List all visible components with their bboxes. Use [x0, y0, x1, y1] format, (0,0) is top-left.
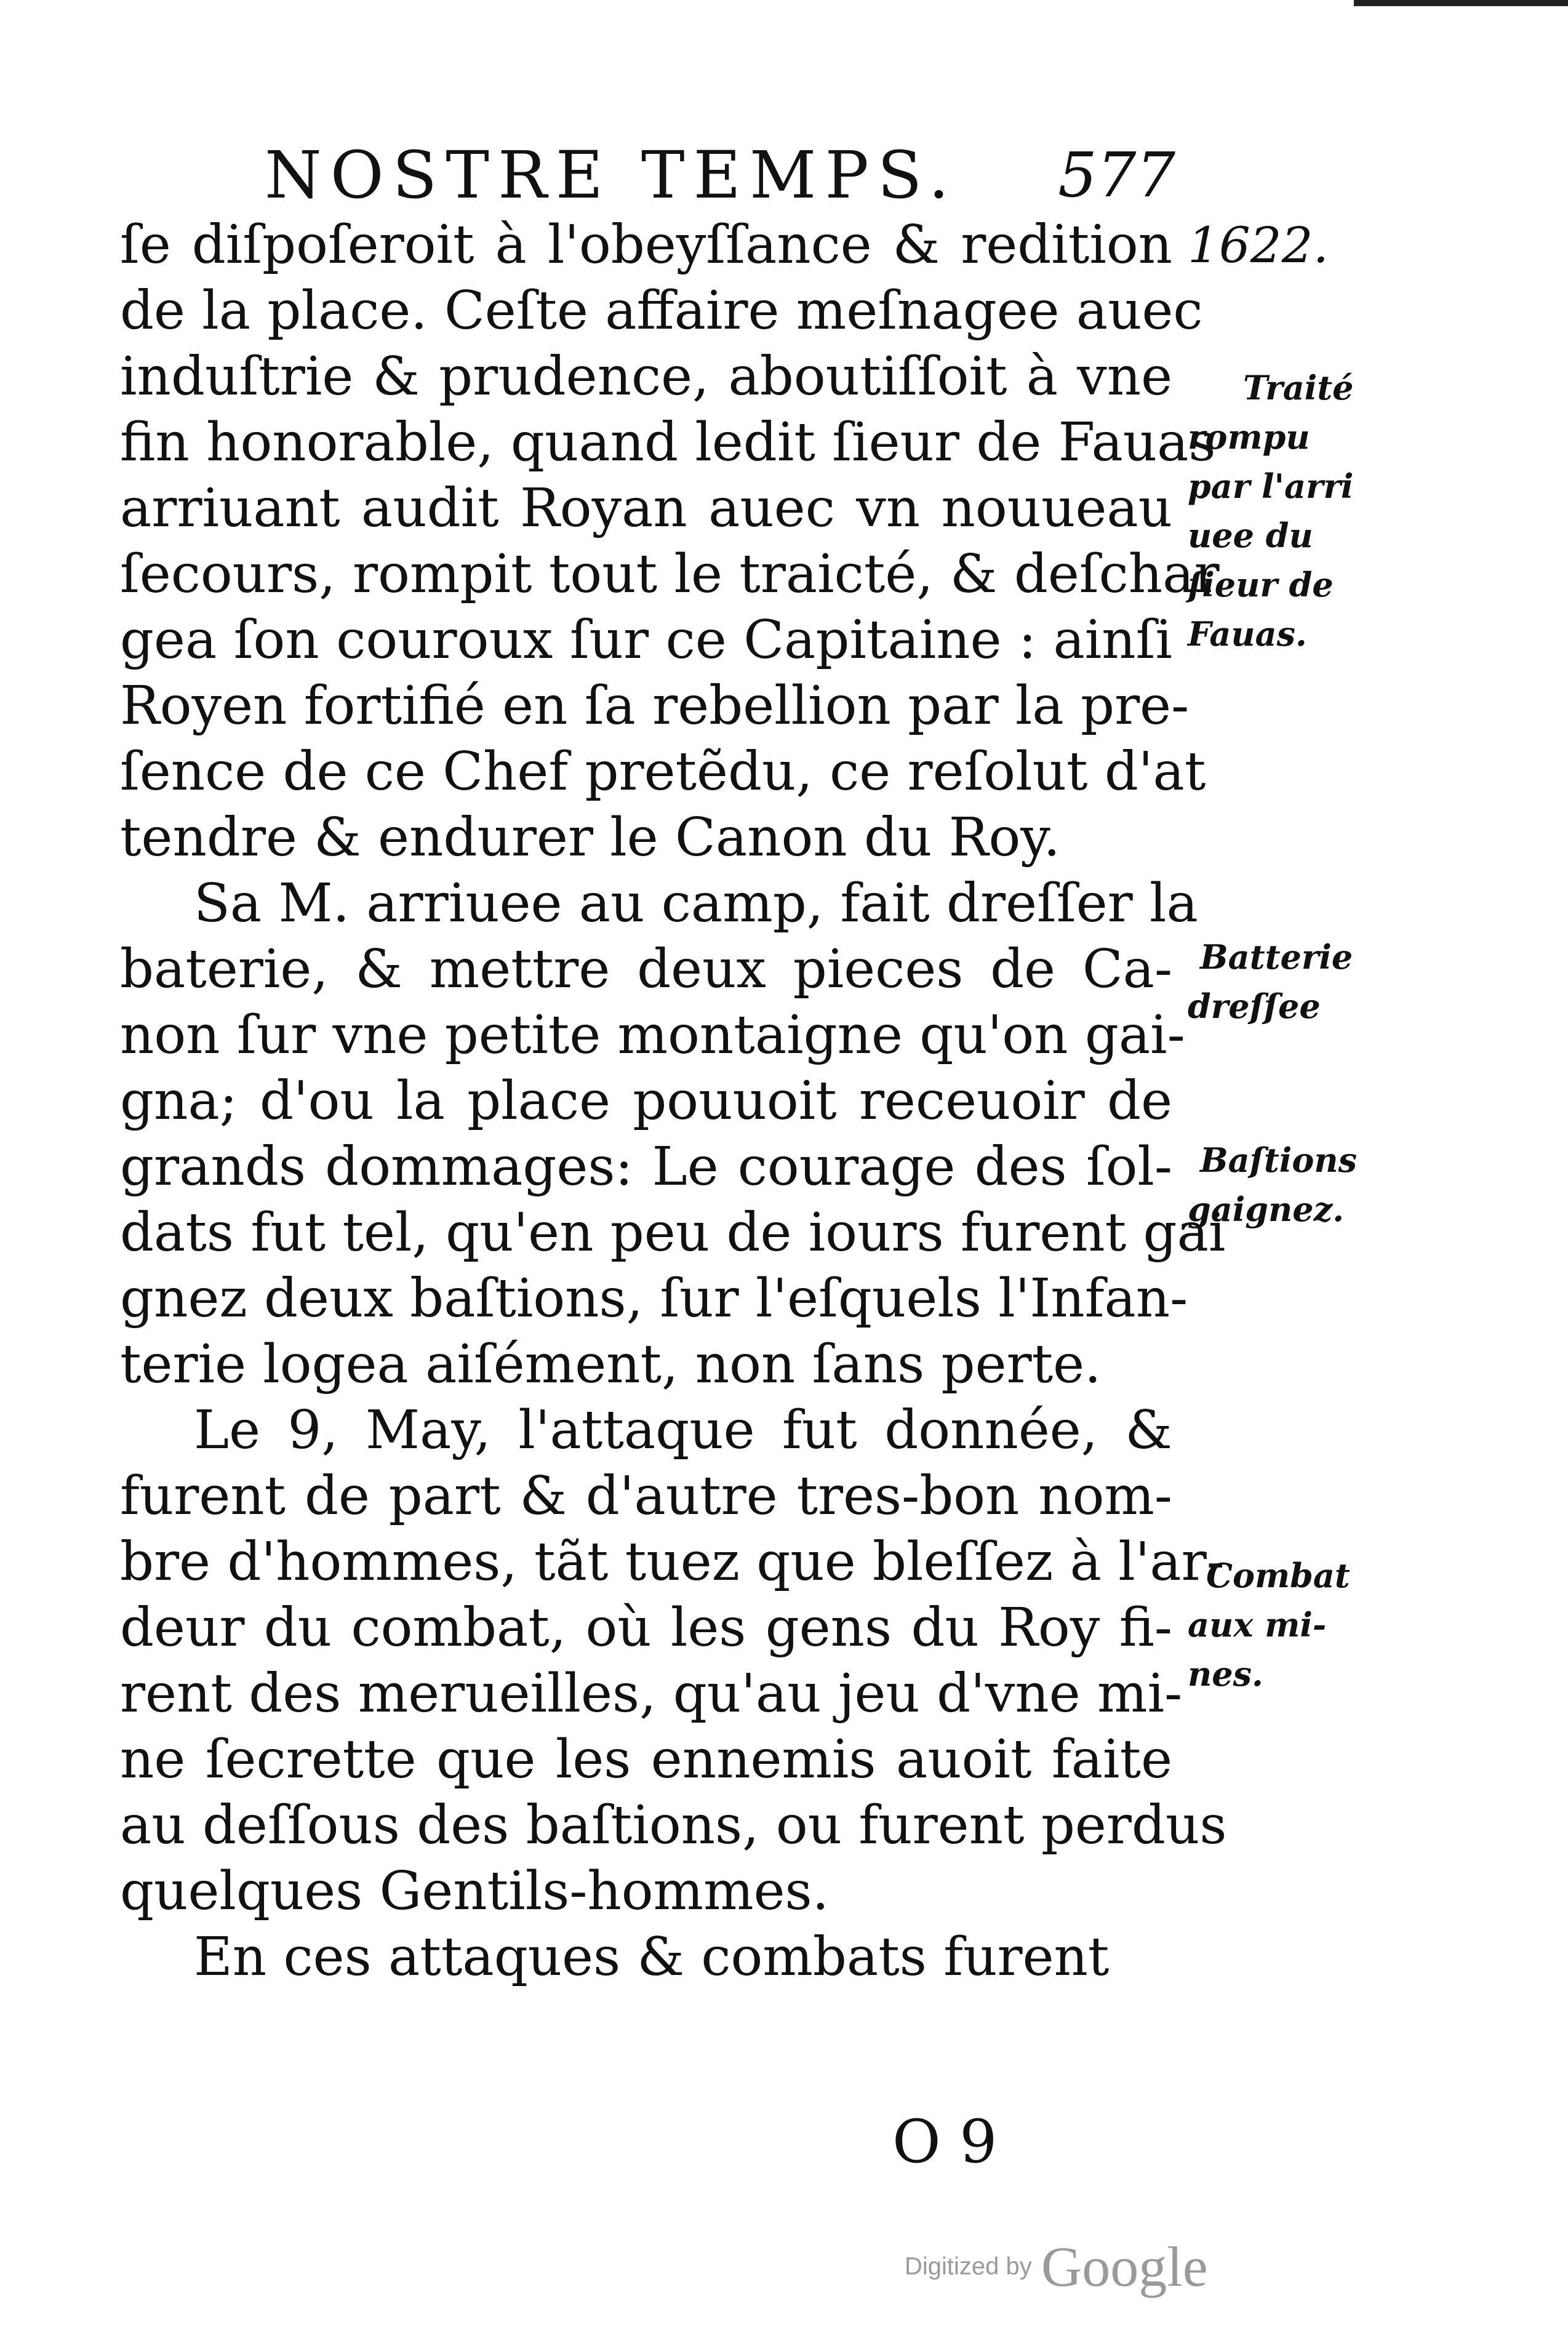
margin-note-line: par l'arri: [1188, 467, 1354, 506]
text-line: furent de part & d'autre tres-bon nom-: [120, 1465, 1172, 1527]
running-title: NOSTRE TEMPS.: [265, 137, 958, 213]
margin-note-line: Batterie: [1200, 937, 1353, 977]
text-line: ſence de ce Chef pretẽdu, ce reſolut d'at: [120, 741, 1206, 803]
text-line: Le 9, May, l'attaque fut donnée, &: [194, 1400, 1172, 1461]
margin-note-bastions: [1188, 1129, 1434, 1240]
margin-note-line: ſieur de: [1188, 565, 1334, 604]
page-number: 577: [1058, 139, 1175, 211]
text-line: gea ſon couroux ſur ce Capitaine : ainſi: [120, 609, 1172, 671]
text-line: grands dommages: Le courage des ſol-: [120, 1136, 1172, 1198]
text-line: baterie, & mettre deux pieces de Ca-: [120, 939, 1172, 1000]
margin-note-line: dreſſee: [1188, 987, 1321, 1026]
text-line: Sa M. arriuee au camp, fait dreſſer la: [194, 873, 1198, 934]
margin-note-line: rompu: [1188, 417, 1310, 457]
text-line: rent des merueilles, qu'au jeu d'vne mi-: [120, 1663, 1183, 1724]
text-line: En ces attaques & combats furent: [194, 1926, 1110, 1988]
text-line: ſecours, rompit tout le traicté, & deſchar: [120, 543, 1220, 605]
text-line: de la place. Ceſte affaire meſnagee auec: [120, 280, 1203, 342]
text-line: gnez deux baſtions, ſur l'eſquels l'Infan-: [120, 1268, 1188, 1329]
top-edge-rule: [1354, 0, 1568, 6]
margin-note-traite-rompu: [1188, 357, 1434, 665]
watermark-prefix: Digitized by: [905, 2253, 1032, 2280]
text-line: au deſſous des baſtions, ou furent perdus: [120, 1795, 1227, 1856]
text-line: dats fut tel, qu'en peu de iours furent gai: [120, 1202, 1226, 1264]
margin-note-line: Traité: [1243, 368, 1354, 407]
page-header: [265, 135, 1175, 215]
text-line: ſe diſpoſeroit à l'obeyſſance & redition: [120, 214, 1172, 276]
text-line: ne ſecrette que les ennemis auoit faite: [120, 1729, 1172, 1790]
watermark-brand: Google: [1041, 2235, 1208, 2298]
body-text: [120, 212, 1227, 1990]
text-line: induſtrie & prudence, aboutiſſoit à vne: [120, 346, 1172, 407]
text-line: bre d'hommes, tãt tuez que bleſſez à l'ar-: [120, 1531, 1225, 1593]
text-line: arriuant audit Royan auec vn nouueau: [120, 478, 1172, 539]
margin-note-line: aux mi-: [1188, 1605, 1327, 1644]
margin-note-batterie: [1188, 926, 1434, 1037]
text-line: terie logea aiſément, non ſans perte.: [120, 1334, 1102, 1395]
text-line: Royen fortifié en ſa rebellion par la pre-: [120, 675, 1190, 737]
margin-note-line: uee du: [1188, 516, 1313, 555]
digitized-watermark: [905, 2234, 1208, 2299]
text-line: tendre & endurer le Canon du Roy.: [120, 807, 1060, 868]
margin-note-combat: [1188, 1545, 1434, 1705]
margin-note-line: gaignez.: [1188, 1190, 1345, 1229]
text-line: deur du combat, où les gens du Roy fi-: [120, 1597, 1172, 1659]
margin-note-line: Combat: [1206, 1556, 1350, 1595]
margin-note-line: Fauas.: [1188, 614, 1307, 654]
text-line: gna; d'ou la place pouuoit receuoir de: [120, 1070, 1172, 1132]
text-line: quelques Gentils-hommes.: [120, 1860, 830, 1922]
margin-note-line: nes.: [1188, 1654, 1263, 1694]
margin-year: 1622.: [1188, 217, 1329, 274]
text-line: fin honorable, quand ledit ſieur de Fauas: [120, 412, 1216, 473]
text-line: non ſur vne petite montaigne qu'on gai-: [120, 1004, 1185, 1066]
margin-note-line: Baſtions: [1200, 1140, 1357, 1180]
signature-mark: O 9: [892, 2107, 998, 2176]
